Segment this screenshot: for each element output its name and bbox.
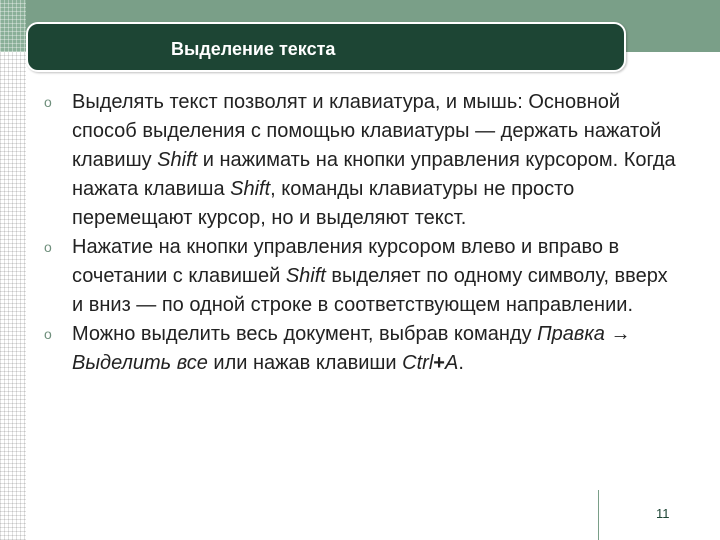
ctrl-key-name: Ctrl [402,352,434,374]
page-number: 11 [656,506,670,521]
text-run: или нажав клавиши [207,352,403,374]
text-run: . [458,352,464,374]
bullet-circle-icon: o [44,326,52,342]
shift-key-name: Shift [230,178,271,200]
slide-title: Выделение текста [171,39,336,59]
bullet-text [72,233,680,320]
a-key-name: A [444,352,459,374]
bullet-circle-icon: o [44,239,52,255]
bullet-item [40,88,680,233]
text-run: , команды клавиатуры не просто перемещают курсор, но и выделяют текст. [72,178,575,229]
footer-divider [598,490,599,540]
bullet-text [72,88,680,233]
slide-body [40,88,680,378]
bullet-text [72,320,680,378]
side-pattern [0,52,26,540]
title-bar [26,22,626,72]
text-run: Выделять текст позволят и клавиатура, и мышь: Основной способ выделения с помощью клавиатуры — держать нажатой клавишу [72,91,662,171]
bullet-item [40,233,680,320]
corner-pattern [0,0,26,52]
text-run: выделяет по одному символу, вверх и вниз — по одной строке в соответствующем направлении. [72,265,668,316]
shift-key-name: Shift [157,149,198,171]
shift-key-name: Shift [285,265,326,287]
menu-command: Правка → Выделить все [72,323,631,374]
text-run: и нажимать на кнопки управления курсором. Когда нажата клавиша [72,149,676,200]
bullet-circle-icon: o [44,94,52,110]
text-run: Можно выделить весь документ, выбрав команду [72,323,538,345]
bullet-item [40,320,680,378]
text-run: Нажатие на кнопки управления курсором влево и вправо в сочетании с клавишей [72,236,620,287]
key-plus: + [433,352,445,374]
